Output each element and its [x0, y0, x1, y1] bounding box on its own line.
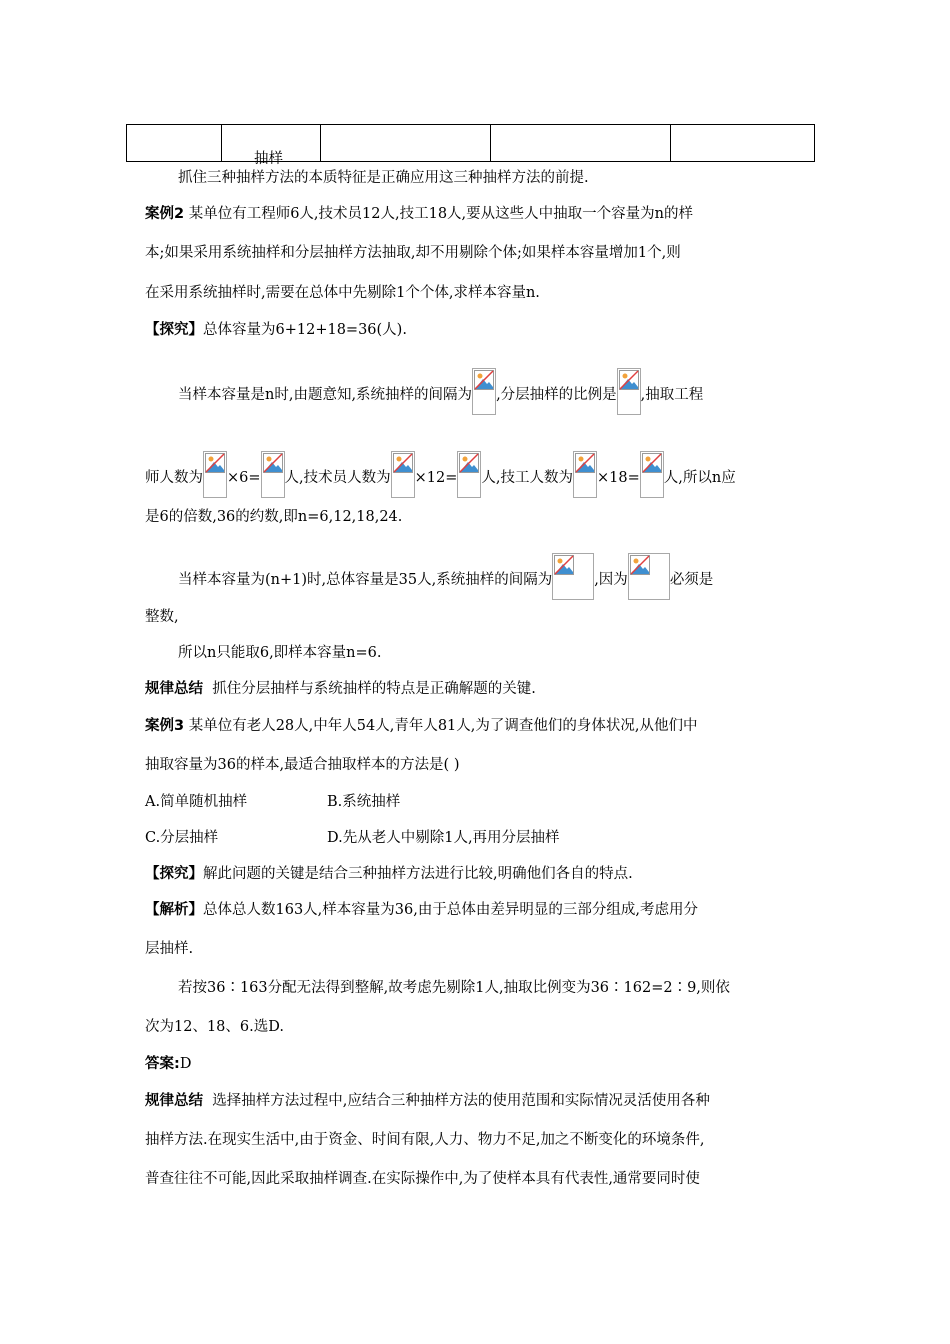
solution-line: 是6的倍数,36的约数,即n=6,12,18,24.: [145, 509, 403, 525]
case3-line: [145, 716, 698, 736]
text-run: ×6=: [227, 470, 261, 486]
rule-text: 选择抽样方法过程中,应结合三种抽样方法的使用范围和实际情况灵活使用各种: [212, 1093, 710, 1109]
text-run: 当样本容量为(n+1)时,总体容量是35人,系统抽样的间隔为: [178, 572, 553, 588]
explore-label: 【探究】: [145, 866, 203, 882]
broken-image-icon: [261, 451, 285, 498]
analysis-line: 层抽样.: [145, 941, 194, 957]
analysis-label: 【解析】: [145, 902, 203, 918]
broken-image-icon: [628, 553, 670, 600]
option-c: C.分层抽样: [145, 830, 219, 846]
option-a: A.简单随机抽样: [145, 794, 248, 810]
case3-line: 抽取容量为36的样本,最适合抽取样本的方法是( ): [145, 757, 460, 773]
analysis-text: 总体总人数163人,样本容量为36,由于总体由差异明显的三部分组成,考虑用分: [203, 902, 698, 918]
text-run: 当样本容量是n时,由题意知,系统抽样的间隔为: [178, 387, 473, 403]
rule-text-line: 普查往往不可能,因此采取抽样调查.在实际操作中,为了使样本具有代表性,通常要同时使: [145, 1171, 700, 1187]
case-label: 案例3: [145, 718, 185, 734]
explore-text: 总体容量为6+12+18=36(人).: [203, 322, 407, 338]
case2-line: 本;如果采用系统抽样和分层抽样方法抽取,却不用剔除个体;如果样本容量增加1个,则: [145, 245, 681, 261]
text-run: ×12=: [414, 470, 458, 486]
options-row: [145, 828, 745, 848]
table-fragment: [126, 124, 815, 162]
case2-line: [145, 204, 693, 224]
case-text: 某单位有工程师6人,技术员12人,技工18人,要从这些人中抽取一个容量为n的样: [188, 206, 693, 222]
broken-image-icon: [391, 451, 415, 498]
explore-text: 解此问题的关键是结合三种抽样方法进行比较,明确他们各自的特点.: [203, 866, 633, 882]
options-row: [145, 792, 745, 812]
table-divider: [670, 125, 671, 161]
broken-image-icon: [552, 553, 594, 600]
case2-line: 在采用系统抽样时,需要在总体中先剔除1个个体,求样本容量n.: [145, 285, 540, 301]
rule-label: 规律总结: [145, 681, 203, 697]
broken-image-icon: [472, 368, 496, 415]
paragraph: 抓住三种抽样方法的本质特征是正确应用这三种抽样方法的前提.: [178, 170, 589, 186]
broken-image-icon: [640, 451, 664, 498]
solution-line: [145, 451, 736, 498]
text-run: 人,技术员人数为: [284, 470, 391, 486]
text-run: ,分层抽样的比例是: [496, 387, 617, 403]
analysis-line: [145, 900, 698, 920]
rule-summary: [145, 679, 536, 699]
rule-text-line: 抽样方法.在现实生活中,由于资金、时间有限,人力、物力不足,加之不断变化的环境条件,: [145, 1132, 705, 1148]
text-run: ×18=: [597, 470, 640, 486]
option-b: B.系统抽样: [327, 794, 401, 810]
solution-line: [178, 368, 703, 415]
analysis-line: 次为12、18、6.选D.: [145, 1019, 284, 1035]
broken-image-icon: [573, 451, 597, 498]
explore-line: [145, 320, 407, 340]
answer-text: D: [179, 1056, 192, 1072]
text-run: 必须是: [669, 572, 714, 588]
broken-image-icon: [617, 368, 641, 415]
table-divider: [490, 125, 491, 161]
broken-image-icon: [203, 451, 227, 498]
case-text: 某单位有老人28人,中年人54人,青年人81人,为了调查他们的身体状况,从他们中: [188, 718, 698, 734]
solution-line: 所以n只能取6,即样本容量n=6.: [178, 645, 382, 661]
answer-label: 答案:: [145, 1056, 180, 1072]
text-run: ,因为: [594, 572, 628, 588]
broken-image-icon: [457, 451, 481, 498]
explore-label: 【探究】: [145, 322, 203, 338]
rule-label: 规律总结: [145, 1093, 203, 1109]
text-run: 人,所以n应: [663, 470, 736, 486]
case-label: 案例2: [145, 206, 185, 222]
option-d: D.先从老人中剔除1人,再用分层抽样: [327, 830, 560, 846]
answer-line: [145, 1054, 191, 1074]
rule-text: 抓住分层抽样与系统抽样的特点是正确解题的关键.: [212, 681, 536, 697]
table-cell-text: 抽样: [254, 151, 283, 167]
rule-summary: [145, 1091, 710, 1111]
text-run: 人,技工人数为: [481, 470, 573, 486]
text-run: ,抽取工程: [640, 387, 704, 403]
table-divider: [320, 125, 321, 161]
solution-line: 整数,: [145, 609, 179, 625]
text-run: 师人数为: [145, 470, 203, 486]
table-divider: [221, 125, 222, 161]
analysis-line: 若按36∶163分配无法得到整解,故考虑先剔除1人,抽取比例变为36∶162=2∶9,则依: [178, 980, 730, 996]
explore-line: [145, 864, 633, 884]
solution-line: [178, 553, 713, 600]
